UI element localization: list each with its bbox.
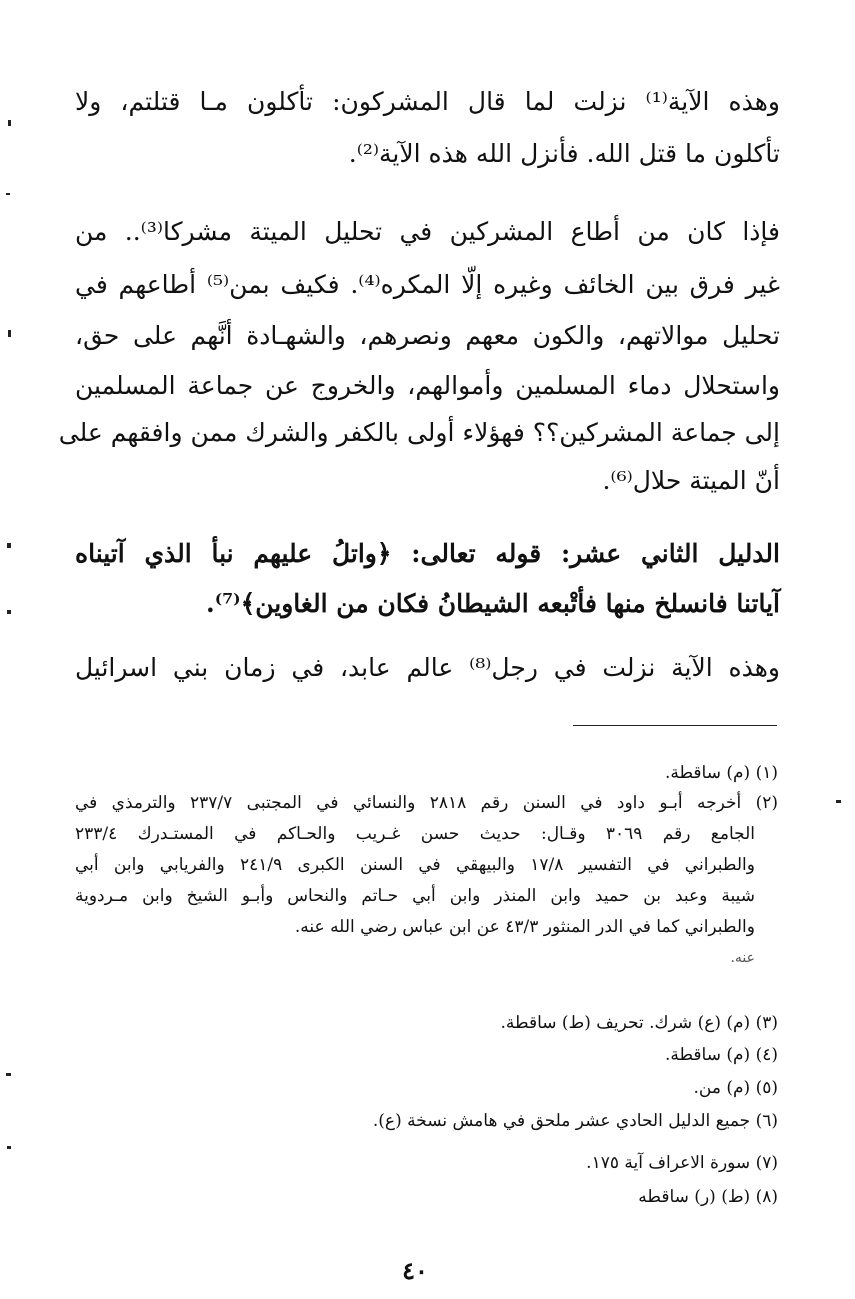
footnote-2: (٢) أخرجه أبـو داود في السنن رقم ٢٨١٨ والنسائي في المجتبى ٢٣٧/٧ والترمذي في: [75, 793, 778, 813]
body-line-1: وهذه الآية⁽¹⁾ نزلت لما قال المشركون: تأكلون مـا قتلتم، ولا: [75, 87, 780, 116]
footnote-2-line-3: والطبراني في التفسير ١٧/٨ والبيهقي في السنن الكبرى ٢٤١/٩ والفريابي وابن أبي: [75, 855, 755, 875]
margin-mark: [7, 1146, 11, 1149]
margin-mark: [6, 1073, 11, 1076]
body-line-5: تحليل موالاتهم، والكون معهم ونصرهم، والشهـادة أنَّهم على حق،: [75, 321, 780, 350]
margin-mark: [8, 120, 11, 126]
footnote-7: (٧) سورة الاعراف آية ١٧٥.: [586, 1153, 778, 1173]
footnote-2-line-6: عنه.: [730, 950, 755, 966]
footnote-4: (٤) (م) ساقطة.: [664, 1045, 778, 1065]
margin-mark: [836, 800, 841, 803]
body-line-6: واستحلال دماء المسلمين وأموالهم، والخروج عن جماعة المسلمين: [75, 371, 780, 400]
footnote-2-line-4: شيبة وعبد بن حميد وابن المنذر وابن أبي حـاتم والنحاس وأبـو الشيخ وابن مـردوية: [75, 886, 755, 906]
footnote-2-line-5: والطبراني كما في الدر المنثور ٤٣/٣ عن ابن عباس رضي الله عنه.: [294, 917, 755, 937]
footnote-1: (١) (م) ساقطة.: [664, 763, 778, 783]
margin-mark: [7, 543, 11, 548]
footnote-2-line-2: الجامع رقم ٣٠٦٩ وقـال: حديث حسن غـريب والحـاكم في المستـدرك ٢٣٣/٤: [75, 824, 755, 844]
body-line-8: أنّ الميتة حلال⁽⁶⁾.: [602, 466, 780, 495]
body-line-11: وهذه الآية نزلت في رجل⁽⁸⁾ عالم عابد، في زمان بني اسرائيل: [75, 653, 780, 682]
margin-mark: [7, 610, 11, 614]
body-line-4: غير فرق بين الخائف وغيره إلّا المكره⁽⁴⁾. فكيف بمن⁽⁵⁾ أطاعهم في: [75, 270, 780, 299]
footnote-5: (٥) (م) من.: [693, 1078, 778, 1098]
footnote-6: (٦) جميع الدليل الحادي عشر ملحق في هامش نسخة (ع).: [372, 1111, 778, 1131]
body-line-2: تأكلون ما قتل الله. فأنزل الله هذه الآية⁽²⁾.: [348, 139, 780, 168]
page-number: ٤٠: [402, 1256, 428, 1285]
body-line-3: فإذا كان من أطاع المشركين في تحليل الميتة مشركا⁽³⁾.. من: [75, 217, 780, 246]
footnote-8: (٨) (ط) (ر) ساقطه: [638, 1187, 778, 1207]
footnote-3: (٣) (م) (ع) شرك. تحريف (ط) ساقطة.: [500, 1013, 778, 1033]
margin-mark: [8, 330, 11, 337]
margin-mark: [6, 193, 10, 195]
footnote-separator: [573, 725, 777, 726]
quran-verse-line: آياتنا فانسلخ منها فأتْبعه الشيطانُ فكان من الغاوين﴾⁽⁷⁾.: [206, 589, 780, 618]
heading-evidence-twelve: الدليل الثاني عشر: قوله تعالى: ﴿واتلُ عليهم نبأ الذي آتيناه: [75, 539, 780, 568]
body-line-7: إلى جماعة المشركين؟؟ فهؤلاء أولى بالكفر والشرك ممن وافقهم على: [58, 418, 780, 447]
